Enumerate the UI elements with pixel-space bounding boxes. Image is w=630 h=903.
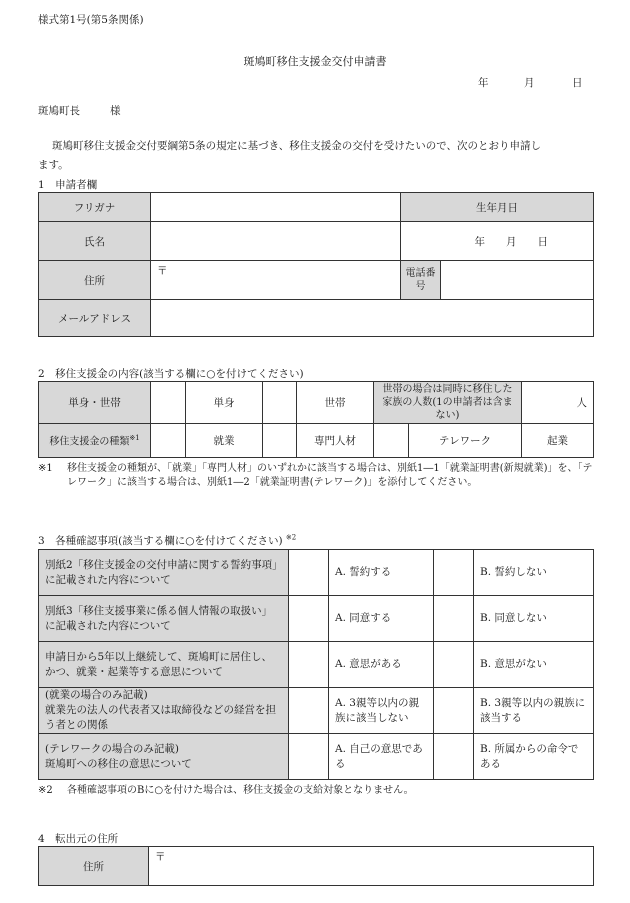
- confirm-b-check[interactable]: [434, 688, 474, 734]
- note2-mark: ※2: [285, 533, 297, 542]
- previous-address-label: 住所: [39, 847, 149, 886]
- name-label: 氏名: [39, 222, 151, 261]
- intro-text-line1: 斑鳩町移住支援金交付要綱第5条の規定に基づき、移住支援金の交付を受けたいので、次のとおり申請し: [52, 140, 542, 152]
- form-number: 様式第1号(第5条関係): [38, 14, 144, 26]
- confirm-item-residence: 申請日から5年以上継続して、斑鳩町に居住し、かつ、就業・起業等する意思について: [39, 642, 289, 688]
- section1-heading: 1 申請者欄: [38, 179, 98, 191]
- furigana-field[interactable]: [151, 193, 401, 222]
- form-title: 斑鳩町移住支援金交付申請書: [243, 55, 387, 68]
- date-month: 月: [524, 77, 535, 89]
- note2-key: ※2: [38, 785, 53, 796]
- single-check[interactable]: [151, 382, 186, 424]
- confirm-b-option: B. 3親等以内の親族に該当する: [474, 688, 594, 734]
- previous-address-field[interactable]: [149, 847, 594, 886]
- address-label: 住所: [39, 261, 151, 300]
- type-employment-check[interactable]: [151, 424, 186, 458]
- previous-address-table: [38, 846, 594, 886]
- date-day: 日: [572, 77, 583, 89]
- note1-key: ※1: [38, 463, 53, 474]
- birthdate-field[interactable]: [401, 222, 594, 261]
- support-type-label: 移住支援金の種類$^{※1}$: [39, 424, 151, 458]
- household-option: 世帯: [297, 382, 374, 424]
- confirm-a-option: A. 自己の意思である: [329, 734, 434, 780]
- confirm-a-option: A. 意思がある: [329, 642, 434, 688]
- household-check[interactable]: [263, 382, 297, 424]
- confirm-item-pledge: 別紙2「移住支援金の交付申請に関する誓約事項」に記載された内容について: [39, 550, 289, 596]
- address-field[interactable]: [151, 261, 401, 300]
- type-employment: 就業: [186, 424, 263, 458]
- type-telework: テレワーク: [409, 424, 522, 458]
- section3-heading: 3 各種確認事項(該当する欄に○を付けてください) $^{※2}$: [38, 533, 297, 547]
- note1-text: 移住支援金の種類が、「就業」「専門人材」のいずれかに該当する場合は、別紙1―1「就業証明書(新規就業)」を、「テレワーク」に該当する場合は、別紙1―2「就業証明書(テレワーク)」を添付してください。: [67, 463, 593, 488]
- confirm-item-intent: [39, 734, 289, 780]
- support-content-table: [38, 381, 594, 458]
- confirm-a-check[interactable]: [289, 642, 329, 688]
- confirm-b-option: B. 同意しない: [474, 596, 594, 642]
- birthdate-label: 生年月日: [401, 193, 594, 222]
- type-specialist: 専門人材: [297, 424, 374, 458]
- confirm-a-option: A. 同意する: [329, 596, 434, 642]
- confirm-a-check[interactable]: [289, 734, 329, 780]
- confirm-b-option: B. 意思がない: [474, 642, 594, 688]
- household-note: 世帯の場合は同時に移住した家族の人数(1の申請者は含まない): [374, 382, 522, 424]
- intro-text-line2: ます。: [38, 159, 69, 171]
- confirm-b-option: B. 所属からの命令である: [474, 734, 594, 780]
- confirm-b-check[interactable]: [434, 642, 474, 688]
- confirm-a-option: A. 3親等以内の親族に該当しない: [329, 688, 434, 734]
- name-field[interactable]: [151, 222, 401, 261]
- confirm-a-check[interactable]: [289, 596, 329, 642]
- confirm-item-text: 就業先の法人の代表者又は取締役などの経営を担う者との関係: [45, 704, 276, 731]
- confirm-item-text: 斑鳩町への移住の意思について: [45, 757, 192, 770]
- phone-label: 電話番号: [401, 261, 441, 300]
- type-telework-check[interactable]: [374, 424, 409, 458]
- confirm-a-option: A. 誓約する: [329, 550, 434, 596]
- confirm-a-check[interactable]: [289, 688, 329, 734]
- note2-text: 各種確認事項のBに○を付けた場合は、移住支援金の支給対象となりません。: [67, 785, 414, 796]
- email-label: メールアドレス: [39, 300, 151, 337]
- type-specialist-check[interactable]: [263, 424, 297, 458]
- email-field[interactable]: [151, 300, 594, 337]
- confirm-b-check[interactable]: [434, 734, 474, 780]
- applicant-table: [38, 192, 594, 337]
- confirm-a-check[interactable]: [289, 550, 329, 596]
- confirm-b-check[interactable]: [434, 596, 474, 642]
- persons-unit: 人: [576, 397, 588, 409]
- persons-field[interactable]: [522, 382, 594, 424]
- section2-heading: 2 移住支援金の内容(該当する欄に○を付けてください): [38, 368, 304, 380]
- confirmation-table: [38, 549, 594, 780]
- note1: [38, 462, 593, 490]
- confirm-b-check[interactable]: [434, 550, 474, 596]
- note2: [38, 784, 593, 798]
- date-year: 年: [478, 77, 489, 89]
- confirm-item-note: (就業の場合のみ記載): [45, 689, 148, 701]
- single-option: 単身: [186, 382, 263, 424]
- type-startup: 起業: [522, 424, 594, 458]
- postal-mark: 〒: [155, 851, 166, 863]
- confirm-b-option: B. 誓約しない: [474, 550, 594, 596]
- single-household-label: 単身・世帯: [39, 382, 151, 424]
- birthdate-value: 年 月 日: [474, 235, 548, 248]
- note1-mark: ※1: [129, 434, 140, 443]
- confirm-item-relationship: [39, 688, 289, 734]
- section4-heading: 4 転出元の住所: [38, 833, 119, 845]
- addressee: 斑鳩町長: [38, 105, 80, 117]
- postal-mark: 〒: [157, 265, 168, 277]
- phone-field[interactable]: [441, 261, 594, 300]
- addressee-honorific: 様: [110, 105, 121, 117]
- confirm-item-privacy: 別紙3「移住支援事業に係る個人情報の取扱い」に記載された内容について: [39, 596, 289, 642]
- furigana-label: フリガナ: [39, 193, 151, 222]
- confirm-item-note: (テレワークの場合のみ記載): [45, 742, 179, 755]
